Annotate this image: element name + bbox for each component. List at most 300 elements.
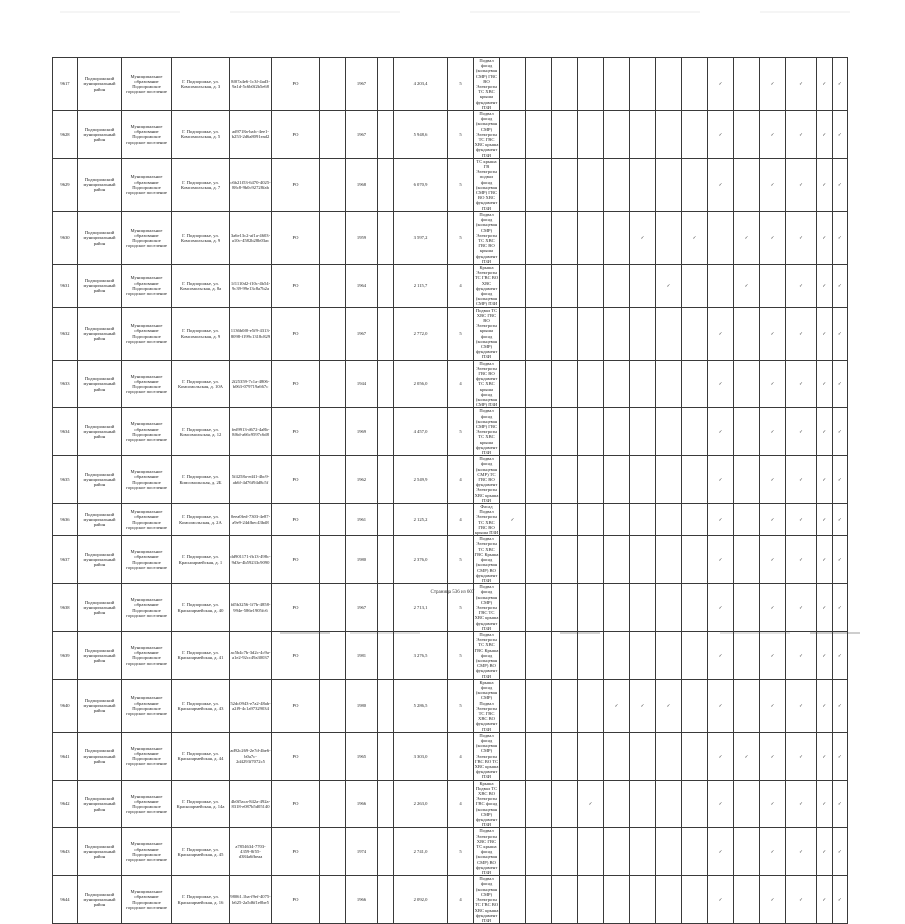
check-cell: [526, 408, 552, 456]
check-cell: [682, 504, 708, 536]
checkmark-icon: ✓: [822, 235, 827, 241]
area-cell: 3 303,0: [394, 732, 448, 780]
check-cell: [604, 58, 630, 111]
check-cell: [630, 158, 656, 211]
check-cell: [552, 732, 578, 780]
check-cell: [500, 876, 526, 924]
building-id-cell: c6b21f53-6470-4025-88c8-9b0c92728fab: [230, 158, 272, 211]
check-cell: [552, 536, 578, 584]
check-cell: [817, 504, 833, 536]
floors-cell: 4: [448, 876, 474, 924]
table-row: [53, 780, 848, 828]
owner-cell: Муниципальное образование Подпорожское городское поселение: [122, 584, 172, 632]
form-cell: РО: [272, 360, 320, 408]
checkmark-icon: ✓: [799, 753, 803, 759]
checkmark-icon: ✓: [837, 801, 842, 807]
form-cell: РО: [272, 111, 320, 159]
check-cell: [500, 211, 526, 264]
floors-cell: 5: [448, 58, 474, 111]
checkmark-icon: ✓: [822, 131, 827, 137]
checkmark-icon: ✓: [822, 703, 827, 709]
checkmark-icon: ✓: [770, 477, 775, 483]
checkmark-icon: ✓: [837, 753, 842, 759]
check-cell: [734, 456, 760, 504]
check-cell: [526, 307, 552, 360]
check-cell: [604, 631, 630, 679]
works-cell: Подвал фасад (кольцевая СМР) Электроэн ТС ГВС ХВС крыша фундамент ПЗИ: [474, 111, 499, 158]
floors-cell: 5: [448, 408, 474, 456]
check-cell: [832, 211, 848, 264]
checkmark-icon: ✓: [837, 652, 842, 658]
check-cell: [630, 408, 656, 456]
empty-cell: [378, 504, 394, 536]
checkmark-icon: ✓: [770, 849, 775, 855]
table-row: [53, 828, 848, 876]
check-cell: [656, 679, 682, 732]
district-cell: Подпорожский муниципальный район: [78, 679, 122, 732]
floors-cell: 4: [448, 360, 474, 408]
owner-cell: Муниципальное образование Подпорожское городское поселение: [122, 360, 172, 408]
check-cell: [656, 780, 682, 828]
building-id-cell: 3a6e13c2-af1a-4603-a10c-4582b28b03ac: [230, 211, 272, 264]
floors-cell: 4: [448, 456, 474, 504]
checkmark-icon: ✓: [799, 81, 803, 87]
area-cell: 6 070,9: [394, 158, 448, 211]
check-cell: [817, 456, 833, 504]
check-cell: [786, 408, 817, 456]
form-cell: РО: [272, 264, 320, 307]
check-cell: [708, 408, 734, 456]
works-cell: Подвал фасад (кольцевая СМР) ТС ГВС ВО фундамент Электроэн ХВС крыша ПЗИ: [474, 456, 499, 503]
check-cell: [526, 679, 552, 732]
row-number: 9633: [53, 360, 78, 408]
checkmark-icon: ✓: [837, 477, 842, 483]
checkmark-icon: ✓: [799, 703, 803, 709]
checkmark-icon: ✓: [799, 429, 803, 435]
check-cell: [760, 504, 786, 536]
area-cell: 2 376,0: [394, 536, 448, 584]
check-cell: [578, 876, 604, 924]
building-id-cell: fd5b3256-1f7b-4858-994e-586e1905fc6: [230, 584, 272, 632]
form-cell: РО: [272, 876, 320, 924]
check-cell: [708, 264, 734, 307]
address-cell: Г. Подпорожье, ул. Комсомольская, д. 2Б: [172, 456, 230, 504]
check-cell: [817, 211, 833, 264]
check-cell: [817, 780, 833, 828]
check-cell: [817, 679, 833, 732]
check-cell: [817, 158, 833, 211]
checkmark-icon: ✓: [837, 557, 842, 563]
works-cell: Подвал фасад (кольцевая СМР) Электроэн ГВС ВО ТС ХВС крыша фундамент ПЗИ: [474, 732, 499, 780]
building-id-cell: 4b0f5aca-842a-492a-8318-e087b5d05140: [230, 780, 272, 828]
checkmark-icon: ✓: [718, 604, 723, 610]
check-cell: [526, 360, 552, 408]
area-cell: 5 286,5: [394, 679, 448, 732]
table-row: [53, 679, 848, 732]
empty-cell: [320, 211, 346, 264]
area-cell: 2 125,2: [394, 504, 448, 536]
check-cell: [682, 211, 708, 264]
checkmark-icon: ✓: [822, 753, 827, 759]
owner-cell: Муниципальное образование Подпорожское городское поселение: [122, 876, 172, 924]
area-cell: 4 457,0: [394, 408, 448, 456]
table-row: [53, 264, 848, 307]
area-cell: 2 115,7: [394, 264, 448, 307]
check-cell: [552, 408, 578, 456]
check-cell: [630, 536, 656, 584]
check-cell: [604, 504, 630, 536]
check-cell: [708, 456, 734, 504]
check-cell: [832, 631, 848, 679]
check-cell: [786, 58, 817, 111]
check-cell: [760, 111, 786, 159]
check-cell: [552, 504, 578, 536]
check-cell: [526, 536, 552, 584]
year-cell: 1966: [346, 876, 378, 924]
check-cell: [786, 307, 817, 360]
checkmark-icon: ✓: [718, 381, 723, 387]
checkmark-icon: ✓: [822, 477, 827, 483]
address-cell: Г. Подпорожье, ул. Комсомольская, д. 3: [172, 58, 230, 111]
table-body: [53, 58, 848, 924]
check-cell: [708, 360, 734, 408]
check-cell: [734, 828, 760, 876]
check-cell: [656, 536, 682, 584]
empty-cell: [378, 780, 394, 828]
check-cell: [832, 536, 848, 584]
empty-cell: [320, 264, 346, 307]
form-cell: РО: [272, 504, 320, 536]
form-cell: РО: [272, 828, 320, 876]
year-cell: 1961: [346, 504, 378, 536]
table-row: [53, 111, 848, 159]
check-cell: [832, 158, 848, 211]
building-id-cell: 8f07a4e6-1c3f-4ad3-9a1d-5c6b0f2b5e68: [230, 58, 272, 111]
check-cell: [552, 158, 578, 211]
check-cell: [734, 876, 760, 924]
check-cell: [734, 504, 760, 536]
checkmark-icon: ✓: [718, 517, 723, 523]
check-cell: [786, 828, 817, 876]
building-id-cell: 2f25359-7c1a-4806-b063-079719a667c: [230, 360, 272, 408]
check-cell: [682, 158, 708, 211]
floors-cell: 5: [448, 584, 474, 632]
check-cell: [832, 408, 848, 456]
page-footer: Страница 536 из 607: [430, 590, 475, 595]
check-cell: [734, 679, 760, 732]
empty-cell: [320, 732, 346, 780]
check-cell: [604, 828, 630, 876]
check-cell: [526, 456, 552, 504]
check-cell: [656, 876, 682, 924]
check-cell: [630, 828, 656, 876]
checkmark-icon: ✓: [822, 429, 827, 435]
table-row: [53, 732, 848, 780]
address-cell: Г. Подпорожье, ул. Красноармейская, д. 45: [172, 828, 230, 876]
check-cell: [526, 58, 552, 111]
year-cell: 1967: [346, 307, 378, 360]
area-cell: 3 597,2: [394, 211, 448, 264]
district-cell: Подпорожский муниципальный район: [78, 828, 122, 876]
check-cell: [760, 264, 786, 307]
check-cell: [500, 158, 526, 211]
row-number: 9637: [53, 536, 78, 584]
checkmark-icon: ✓: [770, 652, 775, 658]
building-id-cell: 1f1110d2-f10c-4b54-9c39-99e13c8a7b2a: [230, 264, 272, 307]
check-cell: [552, 307, 578, 360]
year-cell: 1962: [346, 456, 378, 504]
check-cell: [578, 360, 604, 408]
check-cell: [832, 111, 848, 159]
check-cell: [500, 408, 526, 456]
address-cell: Г. Подпорожье, ул. Красноармейская, д. 40: [172, 584, 230, 632]
checkmark-icon: ✓: [837, 429, 842, 435]
check-cell: [817, 876, 833, 924]
check-cell: [656, 828, 682, 876]
works-cell: Крыша фасад (кольцевая СМР) Подвал Электроэн ТС ГВС ХВС ВО фундамент ПЗИ: [474, 679, 500, 732]
check-cell: [682, 679, 708, 732]
check-cell: [817, 631, 833, 679]
checkmark-icon: ✓: [770, 517, 775, 523]
checkmark-icon: ✓: [614, 703, 619, 709]
checkmark-icon: ✓: [770, 182, 775, 188]
address-cell: Г. Подпорожье, ул. Комсомольская, д. 12: [172, 408, 230, 456]
row-number: 9644: [53, 876, 78, 924]
address-cell: Г. Подпорожье, ул. Красноармейская, д. 14а: [172, 780, 230, 828]
check-cell: [786, 111, 817, 159]
building-id-cell: 98061.1ba-f9ef-4075-b625-2a5d6f1e0be5: [230, 876, 272, 924]
check-cell: [578, 307, 604, 360]
row-number: 9639: [53, 631, 78, 679]
row-number: 9617: [53, 58, 78, 111]
check-cell: [604, 536, 630, 584]
checkmark-icon: ✓: [588, 801, 593, 807]
check-cell: [604, 780, 630, 828]
checkmark-icon: ✓: [770, 897, 775, 903]
checkmark-icon: ✓: [837, 604, 842, 610]
check-cell: [578, 456, 604, 504]
checkmark-icon: ✓: [799, 557, 803, 563]
owner-cell: Муниципальное образование Подпорожское городское поселение: [122, 58, 172, 111]
check-cell: [708, 631, 734, 679]
building-id-cell: ad9718a-bafc-4ee1-b253-2d6a8091ead2: [230, 111, 272, 159]
empty-cell: [378, 408, 394, 456]
check-cell: [734, 58, 760, 111]
checkmark-icon: ✓: [822, 81, 827, 87]
check-cell: [578, 780, 604, 828]
year-cell: 1980: [346, 679, 378, 732]
empty-cell: [378, 360, 394, 408]
checkmark-icon: ✓: [718, 849, 723, 855]
year-cell: 1981: [346, 631, 378, 679]
check-cell: [708, 211, 734, 264]
form-cell: РО: [272, 58, 320, 111]
year-cell: 1980: [346, 536, 378, 584]
check-cell: [682, 58, 708, 111]
area-cell: 2 263,0: [394, 780, 448, 828]
check-cell: [604, 732, 630, 780]
empty-cell: [320, 307, 346, 360]
empty-cell: [378, 211, 394, 264]
check-cell: [500, 679, 526, 732]
check-cell: [734, 307, 760, 360]
check-cell: [682, 732, 708, 780]
works-cell: Подвал Электроэн ХВС ГВС ТС крыша фасад (кольцевая СМР) ВО фундамент ПЗИ: [474, 828, 500, 876]
check-cell: [656, 360, 682, 408]
district-cell: Подпорожский муниципальный район: [78, 111, 122, 159]
check-cell: [760, 780, 786, 828]
form-cell: РО: [272, 456, 320, 504]
check-cell: [786, 780, 817, 828]
checkmark-icon: ✓: [770, 131, 775, 137]
check-cell: [786, 876, 817, 924]
check-cell: [578, 158, 604, 211]
check-cell: [552, 679, 578, 732]
empty-cell: [378, 631, 394, 679]
check-cell: [526, 158, 552, 211]
check-cell: [552, 360, 578, 408]
check-cell: [817, 536, 833, 584]
checkmark-icon: ✓: [718, 330, 723, 336]
table-row: [53, 876, 848, 924]
check-cell: [552, 111, 578, 159]
checkmark-icon: ✓: [799, 604, 803, 610]
checkmark-icon: ✓: [822, 557, 827, 563]
floors-cell: 4: [448, 780, 474, 828]
check-cell: [817, 732, 833, 780]
works-cell: Подвал фасад (кольцевая СМР) ГВС Электроэн ТС ХВС крыша фундамент ПЗИ: [474, 408, 500, 456]
area-cell: 2 741,0: [394, 828, 448, 876]
check-cell: [708, 536, 734, 584]
works-cell: Крыша Электроэн ТС ГВС ВО ХВС фундамент фасад (кольцевая СМР) ПЗИ: [474, 264, 499, 307]
check-cell: [734, 111, 760, 159]
row-number: 9631: [53, 264, 78, 307]
table-row: [53, 456, 848, 504]
checkmark-icon: ✓: [718, 477, 723, 483]
checkmark-icon: ✓: [822, 604, 827, 610]
check-cell: [500, 780, 526, 828]
address-cell: Г. Подпорожье, ул. Комсомольская, д. 8а: [172, 264, 230, 307]
empty-cell: [320, 631, 346, 679]
floors-cell: 5: [448, 828, 474, 876]
works-cell: Подвал фасад (кольцевая СМР) Электроэн ТС ГВС ВО ХВС крыша фундамент ПЗИ: [474, 876, 499, 923]
floors-cell: 5: [448, 158, 474, 211]
works-cell: Фасад Подвал Электроэн ТС ХВС ГВС ВО крыша ПЗИ: [474, 504, 499, 536]
check-cell: [786, 158, 817, 211]
year-cell: 1965: [346, 732, 378, 780]
year-cell: 1974: [346, 828, 378, 876]
building-id-cell: 52dc0943-e7a2-48ab-a2f9-4c1a97329034: [230, 679, 272, 732]
row-number: 9641: [53, 732, 78, 780]
check-cell: [500, 631, 526, 679]
table-row: [53, 360, 848, 408]
check-cell: [526, 264, 552, 307]
check-cell: [578, 536, 604, 584]
check-cell: [817, 307, 833, 360]
form-cell: РО: [272, 536, 320, 584]
check-cell: [656, 732, 682, 780]
works-cell: Подвал фасад (кольцевая СМР) Электроэн ГВС ТС ХВС крыша фундамент ПЗИ: [474, 584, 499, 631]
check-cell: [630, 679, 656, 732]
year-cell: 1969: [346, 408, 378, 456]
check-cell: [500, 732, 526, 780]
form-cell: РО: [272, 307, 320, 360]
floors-cell: 5: [448, 536, 474, 584]
check-cell: [786, 504, 817, 536]
checkmark-icon: ✓: [718, 81, 723, 87]
floors-cell: 5: [448, 631, 474, 679]
year-cell: 1967: [346, 111, 378, 159]
checkmark-icon: ✓: [718, 652, 723, 658]
checkmark-icon: ✓: [837, 849, 842, 855]
district-cell: Подпорожский муниципальный район: [78, 876, 122, 924]
checkmark-icon: ✓: [666, 283, 671, 289]
area-cell: 2 772,0: [394, 307, 448, 360]
check-cell: [630, 264, 656, 307]
year-cell: 1967: [346, 584, 378, 632]
check-cell: [832, 456, 848, 504]
check-cell: [630, 631, 656, 679]
table-row: [53, 58, 848, 111]
checkmark-icon: ✓: [770, 81, 775, 87]
check-cell: [656, 158, 682, 211]
check-cell: [786, 211, 817, 264]
district-cell: Подпорожский муниципальный район: [78, 408, 122, 456]
check-cell: [832, 360, 848, 408]
check-cell: [552, 264, 578, 307]
check-cell: [682, 360, 708, 408]
check-cell: [734, 780, 760, 828]
check-cell: [552, 876, 578, 924]
table-row: [53, 504, 848, 536]
checkmark-icon: ✓: [770, 801, 775, 807]
building-id-cell: a7854634-7703-4359-8f55-d384a6fbeaa: [230, 828, 272, 876]
check-cell: [630, 111, 656, 159]
checkmark-icon: ✓: [837, 235, 842, 241]
check-cell: [578, 504, 604, 536]
check-cell: [604, 158, 630, 211]
form-cell: РО: [272, 780, 320, 828]
empty-cell: [320, 679, 346, 732]
form-cell: РО: [272, 158, 320, 211]
building-id-cell: ad92c269-2e7d-4be6-b0a7c-2d4293f7072c5: [230, 732, 272, 780]
checkmark-icon: ✓: [837, 381, 842, 387]
checkmark-icon: ✓: [799, 131, 803, 137]
empty-cell: [320, 408, 346, 456]
check-cell: [656, 211, 682, 264]
owner-cell: Муниципальное образование Подпорожское городское поселение: [122, 828, 172, 876]
check-cell: [760, 307, 786, 360]
empty-cell: [320, 828, 346, 876]
works-cell: ТС крыша ГВ Электроэн подвал фасад (кольцевая СМР) ГВС ВО ХВС фундамент ПЗИ: [474, 158, 500, 211]
check-cell: [682, 111, 708, 159]
district-cell: Подпорожский муниципальный район: [78, 58, 122, 111]
check-cell: [734, 536, 760, 584]
owner-cell: Муниципальное образование Подпорожское городское поселение: [122, 111, 172, 159]
checkmark-icon: ✓: [822, 801, 827, 807]
district-cell: Подпорожский муниципальный район: [78, 732, 122, 780]
checkmark-icon: ✓: [770, 235, 775, 241]
floors-cell: 4: [448, 504, 474, 536]
check-cell: [552, 58, 578, 111]
check-cell: [552, 780, 578, 828]
checkmark-icon: ✓: [718, 429, 723, 435]
district-cell: Подпорожский муниципальный район: [78, 584, 122, 632]
check-cell: [656, 58, 682, 111]
owner-cell: Муниципальное образование Подпорожское городское поселение: [122, 679, 172, 732]
checkmark-icon: ✓: [666, 703, 671, 709]
empty-cell: [378, 111, 394, 159]
